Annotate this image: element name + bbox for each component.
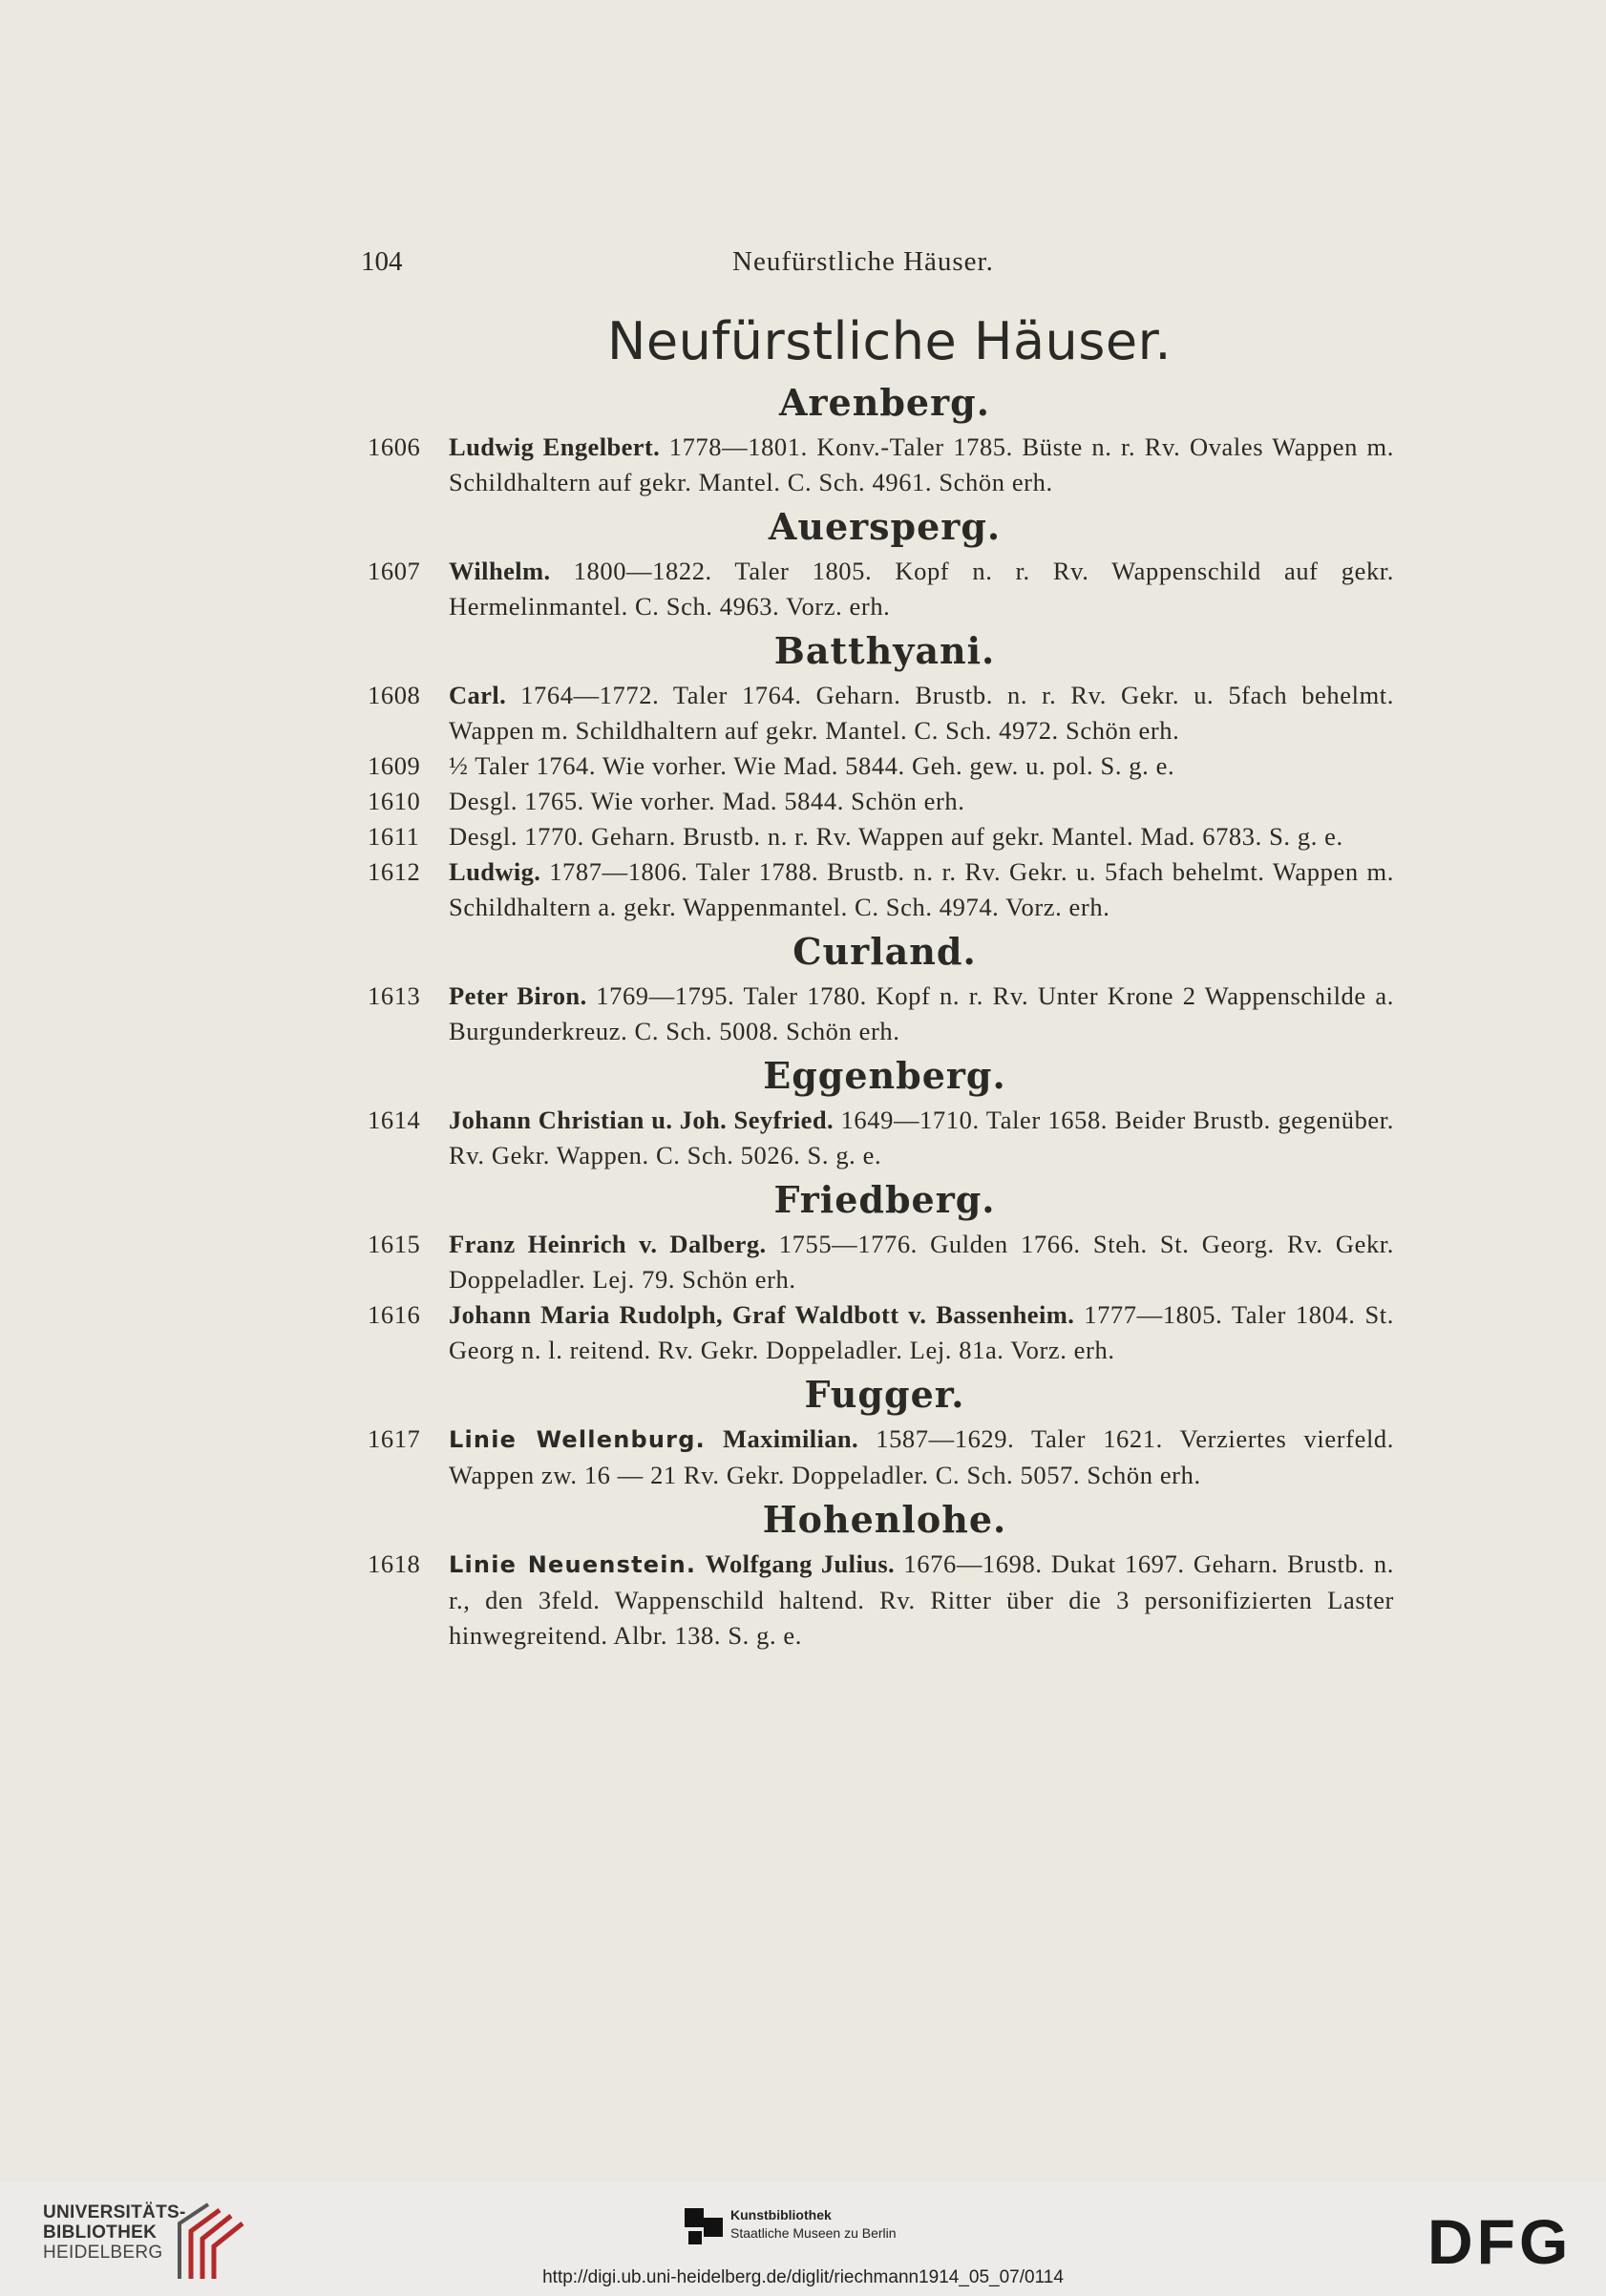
entry-description: 1755—1776. Gulden 1766. Steh. St. Georg. Rv. Gekr. Doppeladler. Lej. 79. Schön erh. [449, 1230, 1394, 1294]
entry-ruler-name: Ludwig Engelbert. [449, 432, 661, 461]
entry-ruler-name: Wolfgang Julius. [705, 1549, 896, 1578]
running-head-title: Neufürstliche Häuser. [732, 246, 994, 277]
entry-ruler-name: Johann Maria Rudolph, Graf Waldbott v. Bassenheim. [449, 1300, 1075, 1329]
catalog-entry [368, 748, 1394, 784]
catalog-entry [368, 1547, 1394, 1654]
entry-description: 1777—1805. Taler 1804. St. Georg n. l. reitend. Rv. Gekr. Doppeladler. Lej. 81a. Vorz. erh. [449, 1300, 1394, 1364]
catalog-entry [368, 1422, 1394, 1493]
ub-logo-line-1: UNIVERSITÄTS- [43, 2202, 186, 2222]
catalog-entry [368, 678, 1394, 748]
kunstbibliothek-subtitle: Staatliche Museen zu Berlin [730, 2225, 897, 2241]
entry-number: 1607 [368, 557, 421, 585]
entry-number: 1614 [368, 1106, 421, 1134]
section-title: Hohenlohe. [762, 1498, 1007, 1541]
catalog-entry [368, 1103, 1394, 1173]
ub-logo-line-3: HEIDELBERG [43, 2243, 163, 2263]
entry-number: 1615 [368, 1230, 421, 1258]
entry-number: 1616 [368, 1300, 421, 1329]
section-title: Auersperg. [768, 505, 1002, 548]
entry-ruler-name: Franz Heinrich v. Dalberg. [449, 1230, 767, 1258]
dfg-logo[interactable]: DFG [1427, 2206, 1573, 2277]
entry-description: 1649—1710. Taler 1658. Beider Brustb. gegenüber. Rv. Gekr. Wappen. C. Sch. 5026. S. g. e. [449, 1106, 1394, 1169]
section-title: Arenberg. [779, 381, 990, 424]
entry-number: 1610 [368, 787, 421, 815]
kunstbibliothek-text [730, 2206, 897, 2243]
section-title: Eggenberg. [763, 1054, 1006, 1097]
kunstbibliothek-name: Kunstbibliothek [730, 2207, 832, 2222]
section-title: Friedberg. [773, 1178, 996, 1221]
entry-lineage: Linie Wellenburg. [449, 1426, 706, 1453]
catalog-text [368, 307, 1394, 1654]
entry-description: 1764—1772. Taler 1764. Geharn. Brustb. n. r. Rv. Gekr. u. 5fach behelmt. Wappen m. Schildhaltern auf gekr. Mantel. C. Sch. 4972. Schön erh. [449, 681, 1394, 745]
entry-description: Desgl. 1770. Geharn. Brustb. n. r. Rv. Wappen auf gekr. Mantel. Mad. 6783. S. g. e. [449, 822, 1343, 851]
entry-number: 1611 [368, 822, 420, 851]
entry-description: 1587—1629. Taler 1621. Verziertes vierfeld. Wappen zw. 16 — 21 Rv. Gekr. Doppeladler. C. Sch. 5057. Schön erh. [449, 1424, 1394, 1489]
page-number: 104 [361, 246, 403, 277]
kunstbibliothek-logo[interactable] [683, 2206, 931, 2264]
entry-number: 1608 [368, 681, 421, 709]
catalog-entry [368, 979, 1394, 1049]
section-title: Fugger. [804, 1373, 965, 1416]
catalog-entry [368, 1297, 1394, 1368]
catalog-entry [368, 430, 1394, 500]
footer-bar [0, 2181, 1606, 2296]
section-title: Curland. [792, 930, 977, 973]
entry-number: 1612 [368, 857, 421, 886]
section-title: Batthyani. [773, 629, 996, 672]
entry-description: ½ Taler 1764. Wie vorher. Wie Mad. 5844. Geh. gew. u. pol. S. g. e. [449, 751, 1175, 780]
entry-ruler-name: Ludwig. [449, 857, 541, 886]
catalog-entry [368, 554, 1394, 624]
running-head [0, 246, 1606, 284]
entry-description: 1676—1698. Dukat 1697. Geharn. Brustb. n. r., den 3feld. Wappenschild haltend. Rv. Ritter über die 3 personifizierten Laster hinwegreitend. Albr. 138. S. g. e. [449, 1549, 1394, 1650]
entry-number: 1609 [368, 751, 421, 780]
page-title: Neufürstliche Häuser. [606, 311, 1173, 371]
catalog-entry [368, 854, 1394, 925]
entry-ruler-name: Maximilian. [723, 1424, 859, 1453]
entry-number: 1618 [368, 1549, 421, 1578]
document-url[interactable]: http://digi.ub.uni-heidelberg.de/diglit/riechmann1914_05_07/0114 [542, 2267, 1064, 2287]
entry-number: 1606 [368, 432, 421, 461]
entry-description: 1769—1795. Taler 1780. Kopf n. r. Rv. Unter Krone 2 Wappenschilde a. Burgunderkreuz. C. Sch. 5008. Schön erh. [449, 981, 1394, 1045]
entry-ruler-name: Wilhelm. [449, 557, 551, 585]
catalog-entry [368, 1227, 1394, 1297]
entry-ruler-name: Johann Christian u. Joh. Seyfried. [449, 1106, 834, 1134]
catalog-entry [368, 819, 1394, 854]
entry-lineage: Linie Neuenstein. [449, 1551, 697, 1578]
kunstbibliothek-emblem-icon [683, 2206, 725, 2248]
entry-description: Desgl. 1765. Wie vorher. Mad. 5844. Schön erh. [449, 787, 965, 815]
entry-number: 1613 [368, 981, 421, 1010]
catalog-entry [368, 784, 1394, 819]
entry-description: 1787—1806. Taler 1788. Brustb. n. r. Rv. Gekr. u. 5fach behelmt. Wappen m. Schildhaltern a. gekr. Wappenmantel. C. Sch. 4974. Vorz. erh. [449, 857, 1394, 921]
entry-ruler-name: Peter Biron. [449, 981, 587, 1010]
ub-logo-line-2: BIBLIOTHEK [43, 2222, 158, 2243]
entry-ruler-name: Carl. [449, 681, 507, 709]
entry-number: 1617 [368, 1424, 421, 1453]
sections [368, 376, 1394, 1654]
entry-description: 1800—1822. Taler 1805. Kopf n. r. Rv. Wappenschild auf gekr. Hermelinmantel. C. Sch. 4963. Vorz. erh. [449, 557, 1394, 621]
entry-description: 1778—1801. Konv.-Taler 1785. Büste n. r. Rv. Ovales Wappen m. Schildhaltern auf gekr. Mantel. C. Sch. 4961. Schön erh. [449, 432, 1394, 496]
